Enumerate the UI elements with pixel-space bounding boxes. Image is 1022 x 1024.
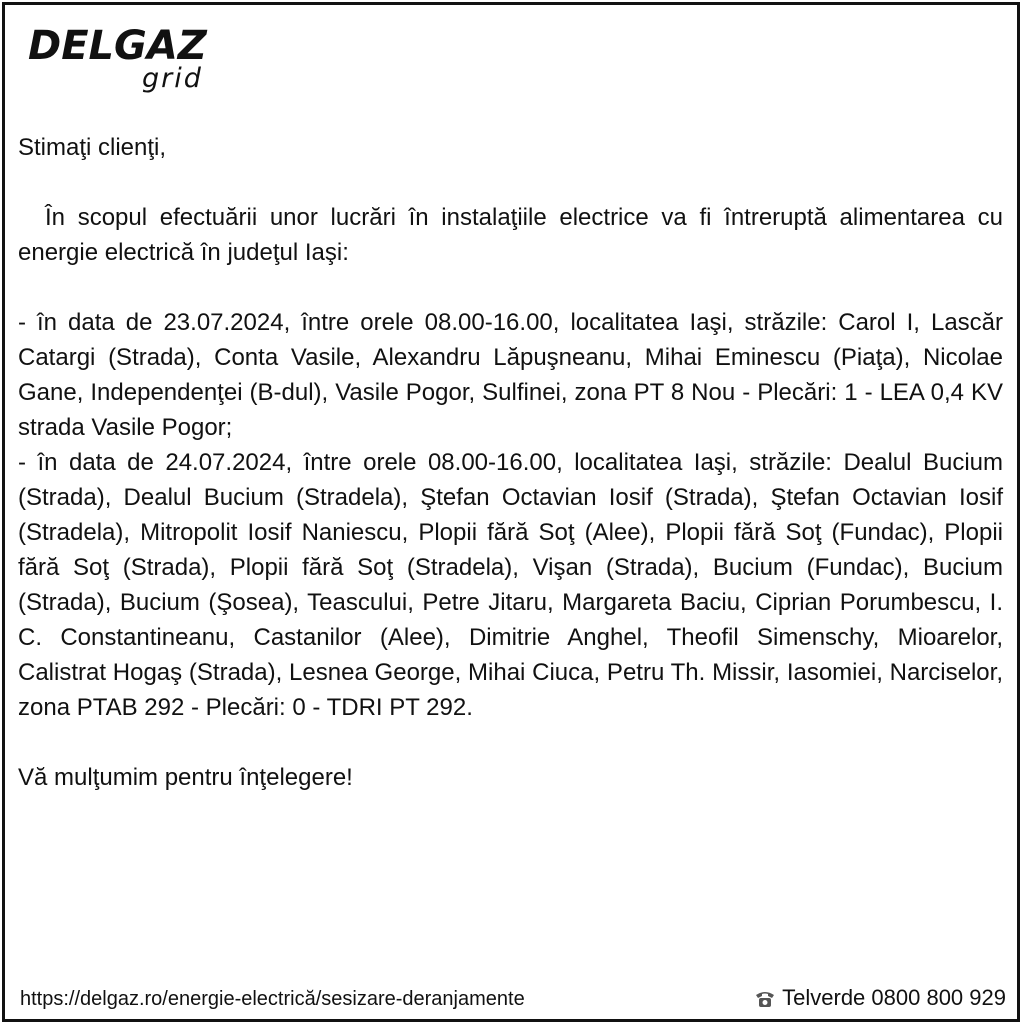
outage-item-2: - în data de 24.07.2024, între orele 08.00-16.00, localitatea Iaşi, străzile: Dealul Bucium (Strada), Dealul Bucium (Stradela), Ştefan Octavian Iosif (Strada), Ştefan Octavian Iosif (Stradela), Mitropolit Iosif Naniescu, Plopii fără Soţ (Alee), Plopii fără Soţ (Fundac), Plopii fără Soţ (Strada), Plopii fără Soţ (Stradela), Vişan (Strada), Bucium (Fundac), Bucium (Strada), Bucium (Şosea), Teascului, Petre Jitaru, Margareta Baciu, Ciprian Porumbescu, I. C. Constantineanu, Castanilor (Alee), Dimitrie Anghel, Theofil Simenschy, Mioarelor, Calistrat Hogaş (Strada), Lesnea George, Mihai Ciuca, Petru Th. Missir, Iasomiei, Narciselor, zona PTAB 292 - Plecări: 0 - TDRI PT 292. <box>18 449 1003 721</box>
phone-number: Telverde 0800 800 929 <box>782 985 1006 1010</box>
intro-paragraph: În scopul efectuării unor lucrări în instalaţiile electrice va fi întreruptă alimentarea cu energie electrică în judeţul Iaşi: <box>18 204 1003 266</box>
logo-sub-text: grid <box>142 63 203 94</box>
delgaz-grid-logo <box>28 24 228 104</box>
outage-item-1: - în data de 23.07.2024, între orele 08.00-16.00, localitatea Iaşi, străzile: Carol I, Lascăr Catargi (Strada), Conta Vasile, Alexandru Lăpuşneanu, Mihai Eminescu (Piaţa), Nicolae Gane, Independenţei (B-dul), Vasile Pogor, Sulfinei, zona PT 8 Nou - Plecări: 1 - LEA 0,4 KV strada Vasile Pogor; <box>18 309 1003 441</box>
thanks-line: Vă mulţumim pentru înţelegere! <box>18 764 353 791</box>
greeting: Stimaţi clienţi, <box>18 134 167 161</box>
footer-url-link[interactable]: https://delgaz.ro/energie-electrică/sesizare-deranjamente <box>20 988 525 1010</box>
logo-main-text: DELGAZ <box>28 23 207 69</box>
telephone-icon <box>754 988 776 1008</box>
footer-phone <box>754 984 1006 1012</box>
notice-body <box>18 130 1003 795</box>
